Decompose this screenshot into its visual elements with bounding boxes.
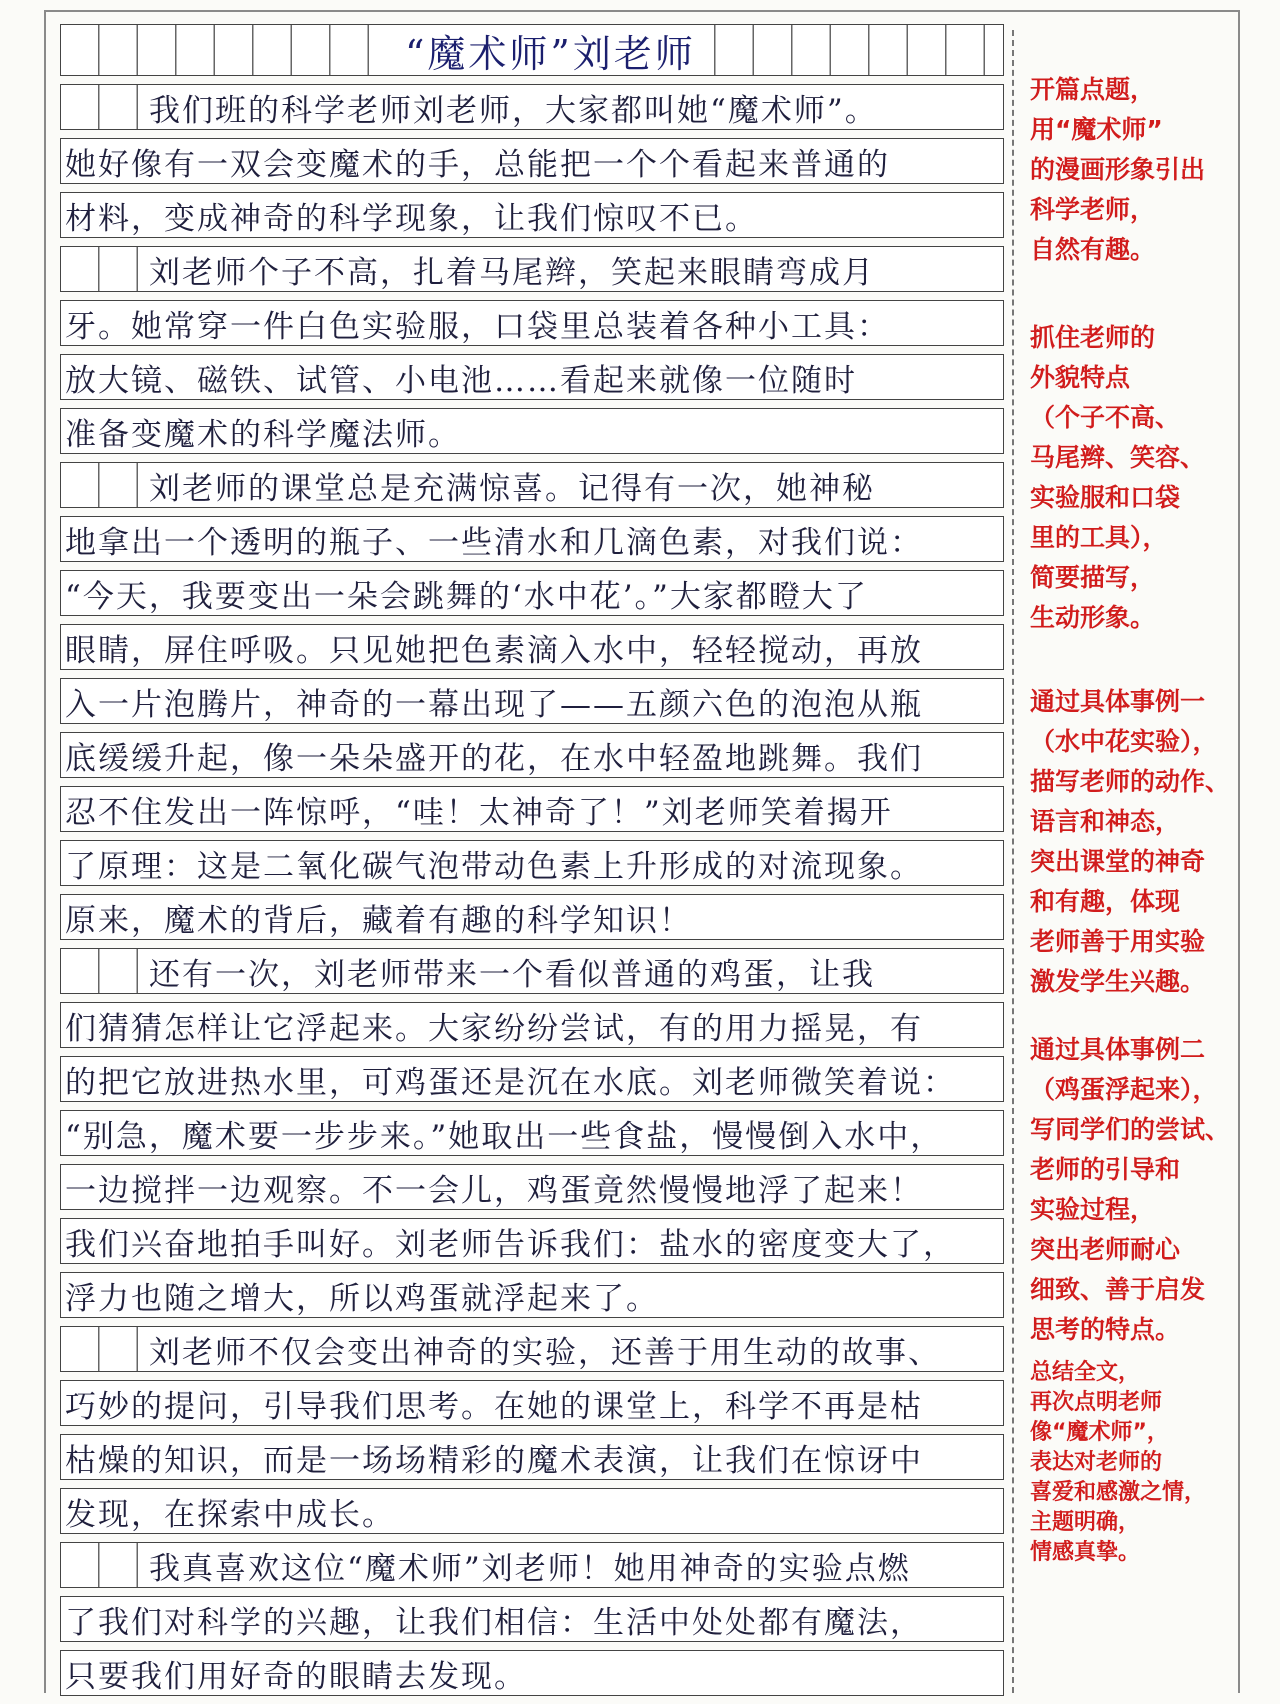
essay-line-row <box>60 1326 1004 1372</box>
annotation-line: 抓住老师的 <box>1030 323 1156 352</box>
essay-title: “魔术师”刘老师 <box>391 25 710 75</box>
essay-line-text: 刘老师的课堂总是充满惊喜。记得有一次，她神秘 <box>149 463 999 507</box>
annotation-line: 开篇点题， <box>1030 75 1156 104</box>
essay-line-row <box>60 1650 1004 1696</box>
essay-line-row <box>60 678 1004 724</box>
title-row <box>60 24 1004 76</box>
annotation-line: 主题明确， <box>1030 1510 1141 1535</box>
annotation-line: 再次点明老师 <box>1030 1390 1163 1415</box>
essay-line-text: 的把它放进热水里，可鸡蛋还是沉在水底。刘老师微笑着说： <box>65 1057 999 1101</box>
annotation-line: 里的工具）， <box>1030 523 1168 552</box>
essay-line-row <box>60 1164 1004 1210</box>
annotation-line: 像“魔术师”， <box>1030 1420 1169 1445</box>
annotation-line: 细致、善于启发 <box>1030 1275 1206 1304</box>
annotation-note <box>1030 1358 1240 1568</box>
essay-line-text: 了原理：这是二氧化碳气泡带动色素上升形成的对流现象。 <box>65 841 999 885</box>
essay-line-row <box>60 1380 1004 1426</box>
essay-line-text: 牙。她常穿一件白色实验服，口袋里总装着各种小工具： <box>65 301 999 345</box>
essay-line-row <box>60 1272 1004 1318</box>
essay-line-row <box>60 300 1004 346</box>
annotation-line: 的漫画形象引出 <box>1030 155 1206 184</box>
essay-line-row <box>60 1542 1004 1588</box>
essay-line-text: 我们班的科学老师刘老师，大家都叫她“魔术师”。 <box>149 85 999 129</box>
essay-line-row <box>60 516 1004 562</box>
essay-line-text: 原来，魔术的背后，藏着有趣的科学知识！ <box>65 895 999 939</box>
essay-line-row <box>60 138 1004 184</box>
annotation-line: 老师的引导和 <box>1030 1155 1181 1184</box>
annotation-line: 通过具体事例一 <box>1030 687 1206 716</box>
annotation-note <box>1030 1030 1240 1350</box>
essay-line-row <box>60 408 1004 454</box>
essay-line-text: 还有一次，刘老师带来一个看似普通的鸡蛋，让我 <box>149 949 999 993</box>
essay-line-text: 我们兴奋地拍手叫好。刘老师告诉我们：盐水的密度变大了， <box>65 1219 999 1263</box>
essay-line-text: 她好像有一双会变魔术的手，总能把一个个看起来普通的 <box>65 139 999 183</box>
essay-grid <box>60 24 1004 1704</box>
essay-line-row <box>60 570 1004 616</box>
essay-line-row <box>60 786 1004 832</box>
essay-line-row <box>60 1056 1004 1102</box>
annotation-line: 突出老师耐心 <box>1030 1235 1181 1264</box>
essay-line-text: 发现，在探索中成长。 <box>65 1489 999 1533</box>
essay-line-text: 我真喜欢这位“魔术师”刘老师！她用神奇的实验点燃 <box>149 1543 999 1587</box>
essay-line-text: 了我们对科学的兴趣，让我们相信：生活中处处都有魔法， <box>65 1597 999 1641</box>
annotation-line: 表达对老师的 <box>1030 1450 1163 1475</box>
essay-line-text: “别急，魔术要一步步来。”她取出一些食盐，慢慢倒入水中， <box>65 1111 999 1155</box>
annotation-line: 和有趣，体现 <box>1030 887 1181 916</box>
essay-line-text: 入一片泡腾片，神奇的一幕出现了——五颜六色的泡泡从瓶 <box>65 679 999 723</box>
essay-line-text: 刘老师不仅会变出神奇的实验，还善于用生动的故事、 <box>149 1327 999 1371</box>
annotation-line: 外貌特点 <box>1030 363 1131 392</box>
essay-line-row <box>60 948 1004 994</box>
essay-line-text: 巧妙的提问，引导我们思考。在她的课堂上，科学不再是枯 <box>65 1381 999 1425</box>
essay-line-text: 底缓缓升起，像一朵朵盛开的花，在水中轻盈地跳舞。我们 <box>65 733 999 777</box>
annotation-line: 自然有趣。 <box>1030 235 1156 264</box>
annotation-note <box>1030 682 1240 1002</box>
annotation-column <box>1030 0 1240 1693</box>
annotation-line: 简要描写， <box>1030 563 1156 592</box>
essay-line-text: 准备变魔术的科学魔法师。 <box>65 409 999 453</box>
annotation-line: 情感真挚。 <box>1030 1540 1141 1565</box>
essay-line-text: 放大镜、磁铁、试管、小电池……看起来就像一位随时 <box>65 355 999 399</box>
annotation-line: 马尾辫、笑容、 <box>1030 443 1206 472</box>
essay-line-text: 枯燥的知识，而是一场场精彩的魔术表演，让我们在惊讶中 <box>65 1435 999 1479</box>
essay-line-text: 一边搅拌一边观察。不一会儿，鸡蛋竟然慢慢地浮了起来！ <box>65 1165 999 1209</box>
essay-line-text: “今天，我要变出一朵会跳舞的‘水中花’。”大家都瞪大了 <box>65 571 999 615</box>
margin-divider <box>1012 30 1014 1693</box>
annotation-line: （个子不高、 <box>1030 403 1181 432</box>
annotation-line: 思考的特点。 <box>1030 1315 1181 1344</box>
essay-line-row <box>60 84 1004 130</box>
essay-line-row <box>60 732 1004 778</box>
annotation-line: 激发学生兴趣。 <box>1030 967 1206 996</box>
essay-line-text: 们猜猜怎样让它浮起来。大家纷纷尝试，有的用力摇晃，有 <box>65 1003 999 1047</box>
annotation-line: （鸡蛋浮起来）， <box>1030 1075 1218 1104</box>
frame-left-line <box>44 10 46 1693</box>
essay-line-row <box>60 246 1004 292</box>
annotation-note <box>1030 318 1240 638</box>
essay-line-row <box>60 1488 1004 1534</box>
essay-line-text: 材料，变成神奇的科学现象，让我们惊叹不已。 <box>65 193 999 237</box>
essay-line-text: 忍不住发出一阵惊呼，“哇！太神奇了！”刘老师笑着揭开 <box>65 787 999 831</box>
annotation-line: 总结全文， <box>1030 1360 1141 1385</box>
annotation-line: 写同学们的尝试、 <box>1030 1115 1231 1144</box>
essay-line-row <box>60 1110 1004 1156</box>
annotation-line: 生动形象。 <box>1030 603 1156 632</box>
essay-line-row <box>60 840 1004 886</box>
essay-line-row <box>60 894 1004 940</box>
essay-line-text: 地拿出一个透明的瓶子、一些清水和几滴色素，对我们说： <box>65 517 999 561</box>
annotation-note <box>1030 70 1240 270</box>
annotation-line: 科学老师， <box>1030 195 1156 224</box>
essay-line-text: 眼睛，屏住呼吸。只见她把色素滴入水中，轻轻搅动，再放 <box>65 625 999 669</box>
essay-line-text: 只要我们用好奇的眼睛去发现。 <box>65 1651 999 1695</box>
essay-line-row <box>60 354 1004 400</box>
annotation-line: 描写老师的动作、 <box>1030 767 1231 796</box>
essay-line-row <box>60 192 1004 238</box>
annotation-line: 老师善于用实验 <box>1030 927 1206 956</box>
essay-line-row <box>60 1434 1004 1480</box>
essay-line-row <box>60 1596 1004 1642</box>
annotation-line: 用“魔术师” <box>1030 115 1163 144</box>
essay-line-row <box>60 1218 1004 1264</box>
essay-line-row <box>60 462 1004 508</box>
essay-line-row <box>60 624 1004 670</box>
essay-line-text: 浮力也随之增大，所以鸡蛋就浮起来了。 <box>65 1273 999 1317</box>
essay-line-text: 刘老师个子不高，扎着马尾辫，笑起来眼睛弯成月 <box>149 247 999 291</box>
annotation-line: 实验服和口袋 <box>1030 483 1181 512</box>
annotation-line: 语言和神态， <box>1030 807 1181 836</box>
annotation-line: （水中花实验）， <box>1030 727 1218 756</box>
annotation-line: 实验过程， <box>1030 1195 1156 1224</box>
essay-line-row <box>60 1002 1004 1048</box>
annotation-line: 通过具体事例二 <box>1030 1035 1206 1064</box>
annotation-line: 突出课堂的神奇 <box>1030 847 1206 876</box>
annotation-line: 喜爱和感激之情， <box>1030 1480 1207 1505</box>
